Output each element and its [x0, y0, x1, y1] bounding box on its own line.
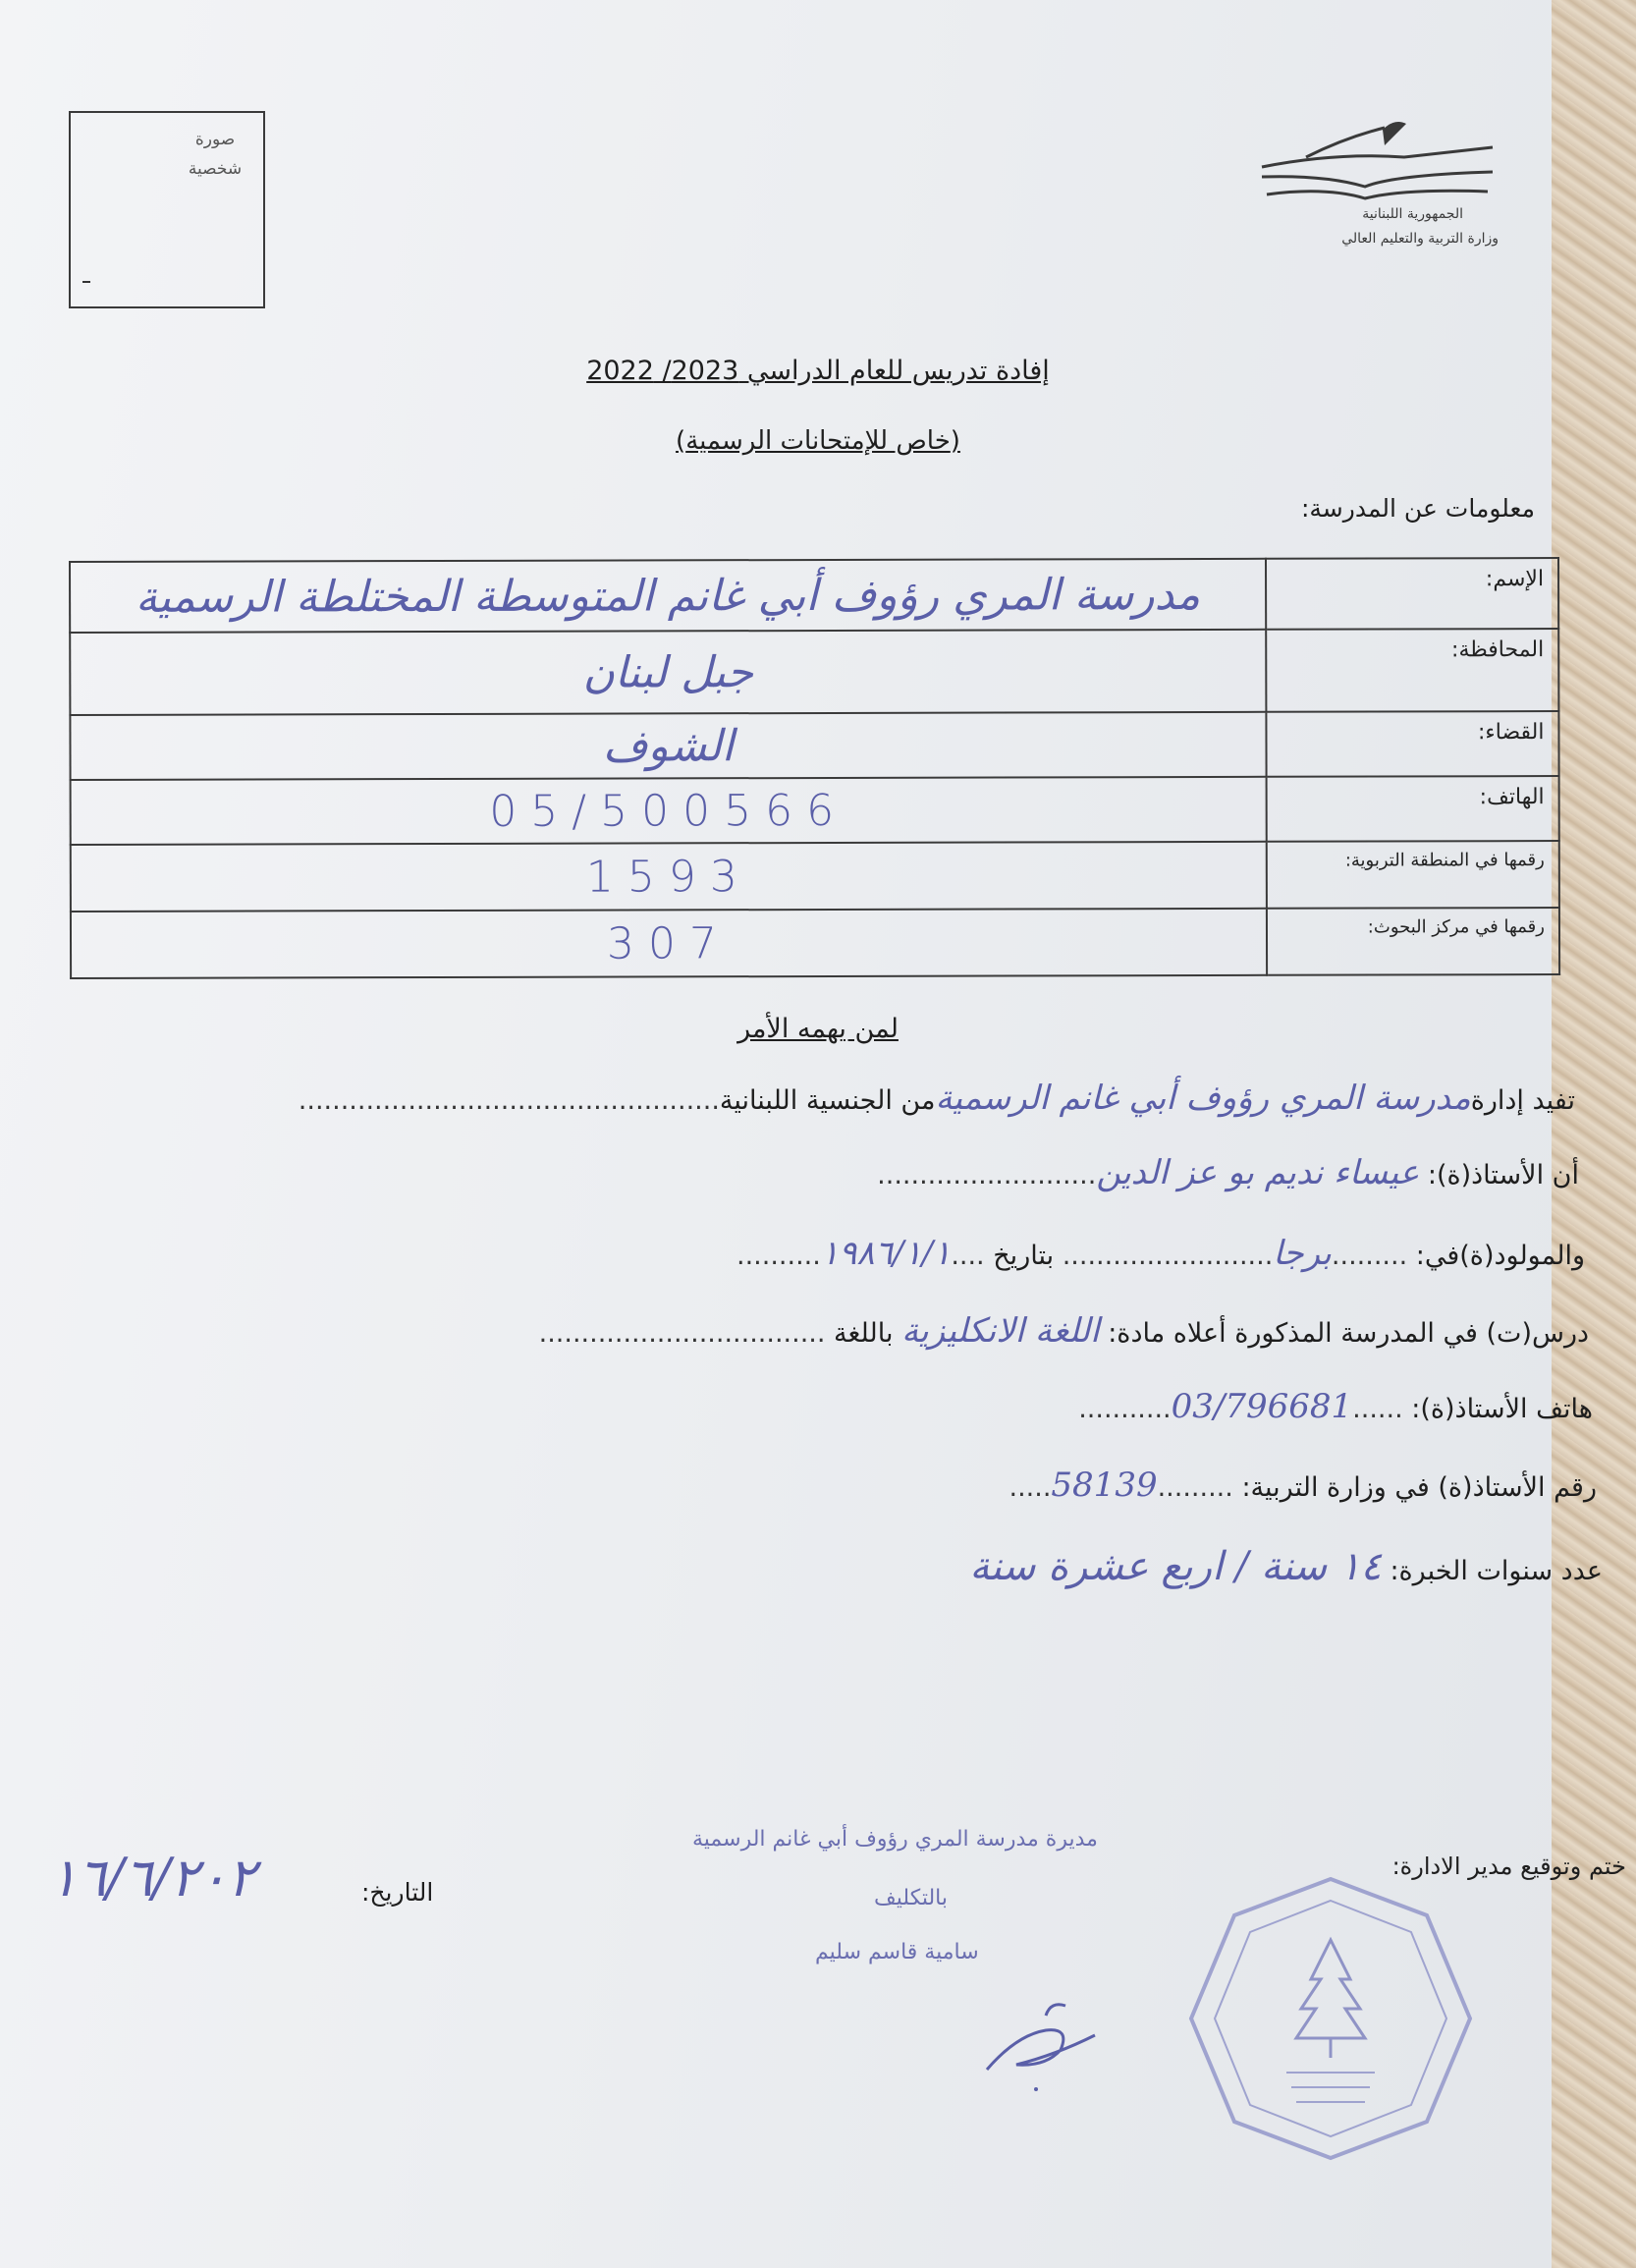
- dotted-fill: ..................................................: [298, 1085, 720, 1116]
- document-title: [0, 356, 1636, 386]
- school-info-heading: معلومات عن المدرسة:: [1300, 494, 1535, 523]
- date-handwriting: ١٦/٦/٢٠٢: [49, 1847, 256, 1908]
- dotted-fill: ......: [1352, 1394, 1403, 1424]
- phone-text: 05/500566: [489, 785, 848, 837]
- body-line-1: [299, 1079, 1575, 1118]
- research-center-text: 307: [606, 917, 732, 969]
- dotted-fill: ..................................: [538, 1318, 826, 1349]
- ministry-name: وزارة التربية والتعليم العالي: [1341, 231, 1499, 247]
- phone-label: الهاتف:: [1267, 776, 1559, 842]
- school-info-table: [69, 557, 1560, 979]
- table-row: [70, 558, 1558, 633]
- phone-value: [71, 777, 1267, 845]
- stamp-line-1: مديرة مدرسة المري رؤوف أبي غانم الرسمية: [692, 1827, 1098, 1852]
- body-line-3: [736, 1234, 1585, 1273]
- document-subtitle: [0, 426, 1636, 456]
- dotted-fill: .........: [1157, 1472, 1233, 1503]
- line3-prefix: والمولود(ة)في:: [1415, 1241, 1585, 1271]
- photo-box-label: صورة شخصية: [188, 130, 243, 179]
- line1-prefix: تفيد إدارة: [1470, 1085, 1575, 1116]
- line4-prefix: درس(ت) في المدرسة المذكورة أعلاه مادة:: [1108, 1318, 1589, 1349]
- line6-prefix: رقم الأستاذ(ة) في وزارة التربية:: [1241, 1472, 1597, 1503]
- stamp-line-3: سامية قاسم سليم: [815, 1940, 979, 1964]
- dotted-fill: ..........: [736, 1241, 821, 1271]
- district-label: القضاء:: [1266, 711, 1558, 777]
- background-rug: [1552, 0, 1636, 2268]
- official-seal-icon: [1183, 1871, 1478, 2166]
- republic-name: الجمهورية اللبنانية: [1362, 206, 1463, 222]
- line7-prefix: عدد سنوات الخبرة:: [1390, 1556, 1603, 1586]
- district-text: الشوف: [602, 720, 735, 772]
- body-line-6: [1009, 1466, 1598, 1505]
- governorate-label: المحافظة:: [1266, 629, 1558, 712]
- line4-suffix: باللغة: [834, 1318, 894, 1349]
- research-center-value: [71, 909, 1267, 978]
- to-whom-text: لمن يهمه الأمر: [737, 1014, 899, 1044]
- document-title-text: إفادة تدريس للعام الدراسي 2023/ 2022: [586, 356, 1050, 386]
- to-whom-heading: [0, 1014, 1636, 1044]
- photo-box-mark: [82, 281, 90, 283]
- dotted-fill: ....: [951, 1241, 985, 1271]
- line7-handwriting: ١٤ سنة / اربع عشرة سنة: [969, 1544, 1382, 1589]
- line3-date-label: بتاريخ: [993, 1241, 1055, 1271]
- school-name-value: [70, 559, 1266, 633]
- line5-prefix: هاتف الأستاذ(ة):: [1411, 1394, 1593, 1424]
- stamp-line-2: بالتكليف: [874, 1886, 949, 1910]
- table-row: [71, 776, 1559, 845]
- governorate-text: جبل لبنان: [582, 646, 754, 698]
- line2-prefix: أن الأستاذ(ة):: [1427, 1160, 1579, 1190]
- photo-box: [69, 111, 265, 308]
- line4-handwriting: اللغة الانكليزية: [901, 1311, 1100, 1351]
- body-line-7: [969, 1544, 1603, 1589]
- line6-handwriting: 58139: [1051, 1466, 1158, 1505]
- school-name-text: مدرسة المري رؤوف أبي غانم المتوسطة المختلطة الرسمية: [135, 569, 1201, 623]
- dotted-fill: ...........: [1078, 1394, 1172, 1424]
- edu-zone-value: [71, 842, 1267, 912]
- dotted-fill: .........: [1331, 1241, 1408, 1271]
- edu-zone-label: رقمها في المنطقة التربوية:: [1267, 841, 1559, 909]
- table-row: [71, 841, 1559, 912]
- dotted-fill: ..........................: [877, 1160, 1097, 1190]
- table-row: [70, 711, 1558, 780]
- signature-icon: [977, 1976, 1115, 2094]
- research-center-label: رقمها في مركز البحوث:: [1267, 908, 1559, 975]
- dotted-fill: .....: [1009, 1472, 1052, 1503]
- line1-handwriting: مدرسة المري رؤوف أبي غانم الرسمية: [935, 1079, 1471, 1118]
- school-name-label: الإسم:: [1266, 558, 1558, 630]
- body-line-4: [539, 1311, 1589, 1351]
- date-label: التاريخ:: [361, 1878, 434, 1907]
- table-row: [71, 908, 1559, 978]
- line3-handwriting: برجا: [1273, 1234, 1332, 1273]
- dotted-fill: .........................: [1062, 1241, 1274, 1271]
- line2-handwriting: عيساء نديم بو عز الدين: [1096, 1153, 1420, 1192]
- document-subtitle-text: (خاص للإمتحانات الرسمية): [676, 426, 960, 456]
- line3-date-handwriting: ١٩٨٦/١/١: [820, 1234, 952, 1273]
- body-line-2: [877, 1153, 1579, 1192]
- edu-zone-text: 1593: [585, 851, 751, 903]
- sign-label: ختم وتوقيع مدير الادارة:: [1391, 1853, 1626, 1880]
- table-row: [70, 629, 1558, 715]
- line5-handwriting: 03/796681: [1171, 1387, 1353, 1426]
- body-line-5: [1078, 1387, 1593, 1426]
- district-value: [70, 712, 1266, 780]
- line1-suffix: من الجنسية اللبنانية: [719, 1085, 936, 1116]
- governorate-value: [70, 630, 1266, 715]
